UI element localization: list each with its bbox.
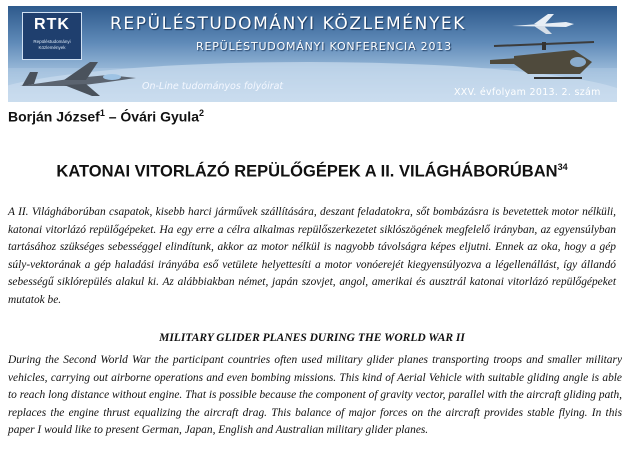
fighter-jet-icon — [16, 56, 146, 100]
abstract-english: During the Second World War the participant countries often used military glider planes transporting troops and smaller military vehicles, carrying out airborne operations and even bombing missions. This kind of Aerial Vehicle with suitable gliding angle is able to reach long distance without engine. That is possible because the component of gravity vector, parallel with the aircraft gliding path, replaces the engine thrust equalizing the aircraft drag. This balance of major forces on the aircraft provides stable flying. In this paper I would like to present German, Japan, English and Australian military glider planes. — [8, 354, 622, 437]
logo-caption: Repüléstudományi Közlemények — [33, 39, 71, 50]
issue-label: XXV. évfolyam 2013. 2. szám — [454, 87, 601, 98]
author-2: – Óvári Gyula — [104, 108, 199, 125]
journal-banner — [8, 6, 617, 102]
authors-line — [8, 108, 204, 125]
logo-mark: RTK — [34, 16, 70, 33]
author-2-footnote[interactable]: 2 — [199, 108, 205, 118]
abstract-hungarian: A II. Világháborúban csapatok, kisebb harci járművek szállítására, deszant feladatokra, sőt bombázásra is bevetettek motor nélküli, katonai vitorlázó repülőgépeket. Ha egy erre a célra alkalmas repülőszerkezetet siklószögének megfelelő irányban, az egyensúlyban tartásához szükséges sebességgel elindítunk, akkor az motor nélkül is nagyobb távolságra képes eljutni. Ennek az oka, hogy a gép súly-vektorának a gép haladási irányába eső vetülete helyettesíti a motor vonóerejét kiegyensúlyozva a légellenállást, így állandó sebességű siklórepülés alakul ki. Az alábbiakban német, japán szovjet, angol, amerikai és ausztrál katonai vitorlázó repülőgépeket mutatok be. — [8, 206, 616, 306]
journal-tagline: On-Line tudományos folyóirat — [142, 81, 284, 92]
english-title: MILITARY GLIDER PLANES DURING THE WORLD WAR II — [159, 332, 465, 344]
author-1: Borján József — [8, 108, 100, 125]
title-footnote[interactable]: 34 — [557, 162, 568, 172]
helicopter-icon — [484, 34, 604, 94]
article-title-text: KATONAI VITORLÁZÓ REPÜLŐGÉPEK A II. VILÁGHÁBORÚBAN — [56, 162, 558, 181]
journal-logo[interactable] — [22, 12, 82, 60]
author-1-footnote[interactable]: 1 — [99, 108, 105, 118]
journal-title: REPÜLÉSTUDOMÁNYI KÖZLEMÉNYEK — [110, 14, 467, 34]
airliner-icon — [508, 12, 578, 36]
conference-subtitle: REPÜLÉSTUDOMÁNYI KONFERENCIA 2013 — [196, 40, 452, 53]
article-title — [0, 162, 624, 182]
